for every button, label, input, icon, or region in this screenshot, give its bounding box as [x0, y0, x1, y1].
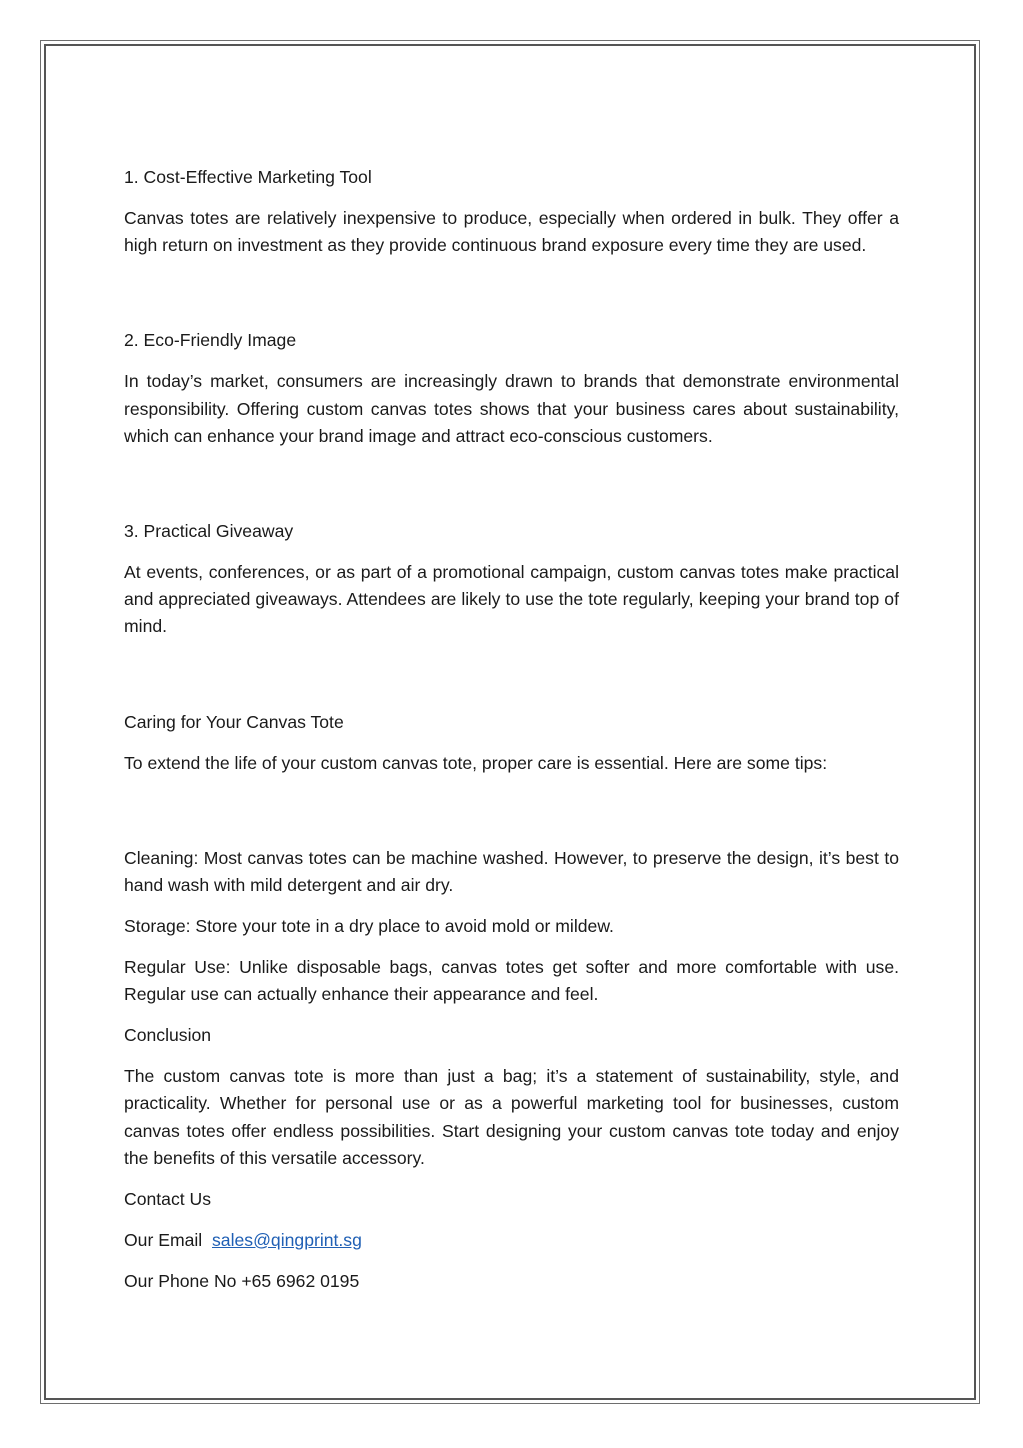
section-body-eco-friendly: In today’s market, consumers are increasingly drawn to brands that demonstrate environmental responsibility. Offering custom canvas totes shows that your business cares about sustainability, which can enhance your brand image and attract eco-conscious customers. — [124, 371, 899, 446]
section-heading-eco-friendly: 2. Eco-Friendly Image — [124, 330, 297, 351]
care-tip-storage: Storage: Store your tote in a dry place to avoid mold or mildew. — [124, 916, 614, 937]
document-content — [124, 164, 899, 1295]
contact-phone-line: Our Phone No +65 6962 0195 — [124, 1270, 360, 1291]
section-body-practical-giveaway: At events, conferences, or as part of a promotional campaign, custom canvas totes make practical and appreciated giveaways. Attendees are likely to use the tote regularly, keeping your brand top of mind. — [124, 562, 899, 637]
care-tip-regular-use: Regular Use: Unlike disposable bags, canvas totes get softer and more comfortable with use. Regular use can actually enhance their appearance and feel. — [124, 957, 899, 1005]
care-intro: To extend the life of your custom canvas tote, proper care is essential. Here are some tips: — [124, 752, 828, 773]
conclusion-body: The custom canvas tote is more than just a bag; it’s a statement of sustainability, style, and practicality. Whether for personal use or as a powerful marketing tool for businesses, custom canvas totes offer endless possibilities. Start designing your custom canvas tote today and enjoy the benefits of this versatile accessory. — [124, 1066, 899, 1168]
section-heading-practical-giveaway: 3. Practical Giveaway — [124, 521, 294, 542]
conclusion-heading: Conclusion — [124, 1025, 212, 1046]
section-body-cost-effective: Canvas totes are relatively inexpensive to produce, especially when ordered in bulk. They offer a high return on investment as they provide continuous brand exposure every time they are used. — [124, 208, 899, 256]
section-heading-cost-effective: 1. Cost-Effective Marketing Tool — [124, 167, 372, 187]
contact-email-line — [124, 1227, 899, 1254]
care-heading: Caring for Your Canvas Tote — [124, 711, 344, 732]
contact-email-label: Our Email — [124, 1229, 203, 1250]
contact-heading: Contact Us — [124, 1188, 212, 1209]
contact-email-link[interactable]: sales@qingprint.sg — [212, 1229, 362, 1250]
care-tip-cleaning: Cleaning: Most canvas totes can be machine washed. However, to preserve the design, it’s best to hand wash with mild detergent and air dry. — [124, 847, 899, 896]
